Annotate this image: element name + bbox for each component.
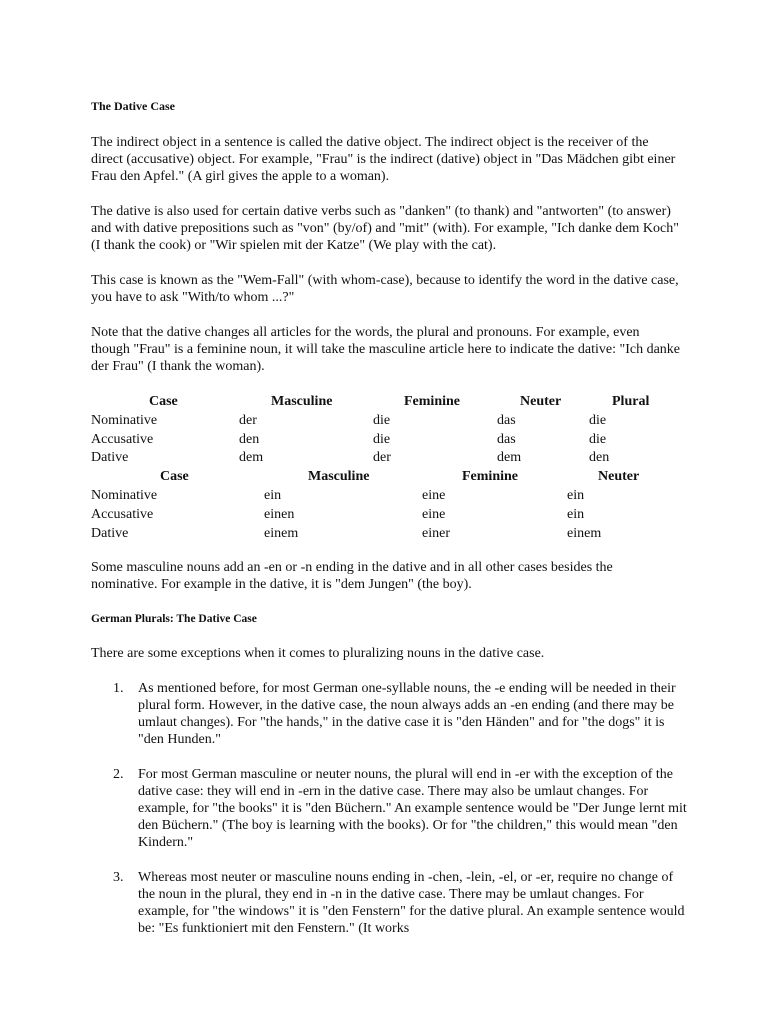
definite-table-header — [91, 393, 681, 412]
header-case: Case — [160, 469, 189, 485]
list-number: 1. — [113, 681, 124, 697]
table-cell: der — [373, 450, 391, 466]
paragraph-plural-exceptions: There are some exceptions when it comes to pluralizing nouns in the dative case. — [91, 646, 545, 662]
indefinite-table-header — [91, 468, 681, 487]
document-page — [91, 98, 687, 955]
list-number: 3. — [113, 870, 124, 886]
table-cell: Nominative — [91, 412, 158, 428]
header-case: Case — [149, 394, 178, 409]
paragraph-wem-fall: This case is known as the "Wem-Fall" (with whom-case), because to identify the word in the dative case, you have to ask "With/to whom ...?" — [91, 273, 679, 305]
table-cell: ein — [567, 506, 585, 522]
table-cell: die — [373, 412, 391, 428]
header-feminine: Feminine — [404, 394, 460, 409]
table-row — [91, 506, 681, 525]
paragraph-masculine-nouns: Some masculine nouns add an -en or -n ending in the dative and in all other cases besides the nominative. For example in the dative, it is "dem Jungen" (the boy). — [91, 560, 613, 593]
list-item-text: As mentioned before, for most German one-syllable nouns, the -e ending will be needed in their plural form. However, in the dative case, the noun always adds an -en ending (and there may be umlaut changes). For "the hands," in the dative case it is "den Händen" and for "the dogs" it is "den Hunden." — [138, 681, 676, 748]
table-cell: einem — [567, 525, 602, 541]
table-cell: eine — [422, 506, 446, 522]
exceptions-list — [91, 680, 687, 937]
header-neuter: Neuter — [598, 469, 640, 485]
table-cell: einem — [264, 525, 299, 541]
paragraph-articles: Note that the dative changes all articles for the words, the plural and pronouns. For example, even though "Frau" is a feminine noun, it will take the masculine article here to indicate the dative: "Ich danke der Frau" (I thank the woman). — [91, 325, 681, 374]
table-cell: die — [373, 431, 391, 447]
table-cell: Dative — [91, 450, 129, 466]
paragraph-dative-verbs: The dative is also used for certain dative verbs such as "danken" (to thank) and "antworten" (to answer) and with dative prepositions such as "von" (by/of) and "mit" (with). For example, "Ich danke dem Koch" (I thank the cook) or "Wir spielen mit der Katze" (We play with the cat). — [91, 204, 679, 253]
table-cell: die — [589, 412, 607, 428]
list-item — [91, 766, 689, 851]
table-row — [91, 449, 681, 468]
list-item — [91, 869, 689, 937]
table-cell: Nominative — [91, 487, 158, 503]
table-cell: der — [239, 412, 257, 428]
list-item-text: Whereas most neuter or masculine nouns ending in -chen, -lein, -el, or -er, require no change of the noun in the plural, they end in -n in the dative case. There may be umlaut changes. For example, for "the windows" it is "den Fenstern" for the dative plural. An example sentence would be: "Es funktioniert mit den Fenstern." (It works — [138, 870, 685, 937]
section-heading-plurals: German Plurals: The Dative Case — [91, 613, 257, 626]
list-item — [91, 680, 689, 748]
table-cell: dem — [239, 450, 264, 466]
table-cell: ein — [264, 487, 282, 503]
table-cell: ein — [567, 487, 585, 503]
header-masculine: Masculine — [271, 394, 333, 409]
page-title: The Dative Case — [91, 99, 175, 113]
header-plural: Plural — [612, 394, 650, 409]
header-neuter: Neuter — [520, 394, 562, 409]
table-cell: einer — [422, 525, 450, 541]
header-feminine: Feminine — [462, 469, 518, 485]
header-masculine: Masculine — [308, 469, 370, 485]
table-cell: Accusative — [91, 506, 154, 522]
table-cell: Accusative — [91, 431, 154, 447]
table-row — [91, 431, 681, 450]
table-cell: das — [497, 412, 516, 428]
table-cell: dem — [497, 450, 522, 466]
list-number: 2. — [113, 767, 124, 783]
table-cell: eine — [422, 487, 446, 503]
table-cell: die — [589, 431, 607, 447]
table-cell: den — [239, 431, 260, 447]
table-cell: Dative — [91, 525, 129, 541]
paragraph-indirect-object: The indirect object in a sentence is called the dative object. The indirect object is the receiver of the direct (accusative) object. For example, "Frau" is the indirect (dative) object in "Das Mädchen gibt einer Frau den Apfel." (A girl gives the apple to a woman). — [91, 135, 676, 184]
table-row — [91, 412, 681, 431]
list-item-text: For most German masculine or neuter nouns, the plural will end in -er with the exception of the dative case: they will end in -ern in the dative case. There may also be umlaut changes. For example, for "the books" it is "den Büchern." An example sentence would be "Der Junge lernt mit den Büchern." (The boy is learning with the books). Or for "the children," this would mean "den Kindern." — [138, 767, 687, 851]
table-row — [91, 525, 681, 544]
table-row — [91, 487, 681, 506]
table-cell: einen — [264, 506, 295, 522]
table-cell: den — [589, 450, 610, 466]
articles-table — [91, 393, 681, 543]
table-cell: das — [497, 431, 516, 447]
